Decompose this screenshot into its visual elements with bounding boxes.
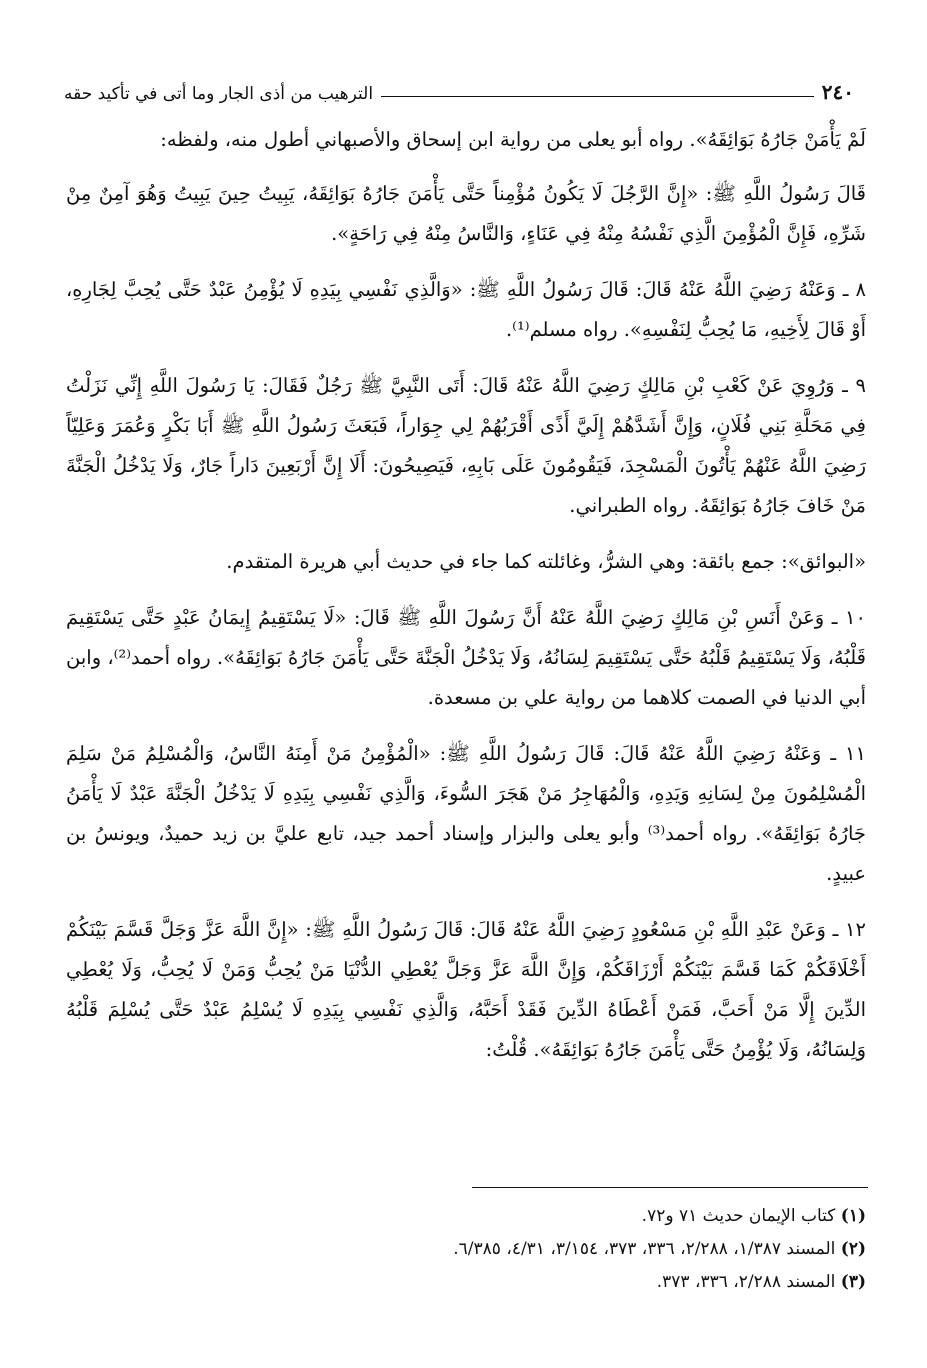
footnote-text: كتاب الإيمان حديث ٧١ و٧٢.	[641, 1206, 836, 1226]
paragraph-hadith-quote: قَالَ رَسُولُ اللَّهِ ﷺ: «إِنَّ الرَّجُلَ لَا يَكُونُ مُؤْمِناً حَتَّى يَأْمَنَ جَارُهُ بَوَائِقَهُ، يَبِيتُ حِينَ يَبِيتُ وَهُوَ آمِنٌ مِنْ شَرِّهِ، فَإِنَّ الْمُؤْمِنَ الَّذِي نَفْسُهُ مِنْهُ فِي عَنَاءٍ، وَالنَّاسُ مِنْهُ فِي رَاحَةٍ».	[66, 182, 866, 245]
paragraph-gloss-bawaiq: «البوائق»: جمع بائقة: وهي الشرُّ، وغائلته كما جاء في حديث أبي هريرة المتقدم.	[226, 550, 866, 573]
paragraph-hadith-11: ١١ ـ وَعَنْهُ رَضِيَ اللَّهُ عَنْهُ قَالَ: قَالَ رَسُولُ اللَّهِ ﷺ: «الْمُؤْمِنُ مَنْ أَمِنَهُ النَّاسُ، وَالْمُسْلِمُ مَنْ سَلِمَ الْمُسْلِمُونَ مِنْ لِسَانِهِ وَيَدِهِ، وَالْمُهَاجِرُ مَنْ هَجَرَ السُّوءَ، وَالَّذِي نَفْسِي بِيَدِهِ لَا يَدْخُلُ الْجَنَّةَ عَبْدٌ لَا يَأْمَنُ جَارُهُ بَوَائِقَهُ». رواه أحمد⁽³⁾ وأبو يعلى والبزار وإسناد أحمد جيد، تابع عليَّ بن زيد حميدٌ، ويونسُ بن عبيدٍ.	[66, 742, 866, 885]
running-header	[64, 74, 854, 104]
paragraph-hadith-12: ١٢ ـ وَعَنْ عَبْدِ اللَّهِ بْنِ مَسْعُودٍ رَضِيَ اللَّهُ عَنْهُ قَالَ: قَالَ رَسُولُ اللَّهِ ﷺ: «إِنَّ اللَّهَ عَزَّ وَجَلَّ قَسَّمَ بَيْنَكُمْ أَخْلَاقَكُمْ كَمَا قَسَّمَ بَيْنَكُمْ أَرْزَاقَكُمْ، وَإِنَّ اللَّهَ عَزَّ وَجَلَّ يُعْطِي الدُّنْيَا مَنْ يُحِبُّ وَمَنْ لَا يُحِبُّ، وَلَا يُعْطِي الدِّينَ إِلَّا مَنْ أَحَبَّ، فَمَنْ أَعْطَاهُ الدِّينَ فَقَدْ أَحَبَّهُ، وَالَّذِي نَفْسِي بِيَدِهِ لَا يُسْلِمُ عَبْدٌ حَتَّى يُسْلِمَ قَلْبُهُ وَلِسَانُهُ، وَلَا يُؤْمِنُ حَتَّى يَأْمَنَ جَارُهُ بَوَائِقَهُ». قُلْتُ:	[66, 918, 866, 1061]
page-number: ٢٤٠	[821, 80, 854, 104]
main-text	[66, 120, 866, 1086]
footnote-number: (٣)	[840, 1272, 866, 1292]
footnote-text: المسند ١/٣٨٧، ٢/٢٨٨، ٣٣٦، ٣٧٣، ٣/١٥٤، ٤/٣١، ٦/٣٨٥.	[453, 1239, 836, 1259]
footnote	[66, 1200, 866, 1233]
paragraph-hadith-8: ٨ ـ وَعَنْهُ رَضِيَ اللَّهُ عَنْهُ قَالَ: قَالَ رَسُولُ اللَّهِ ﷺ: «وَالَّذِي نَفْسِي بِيَدِهِ لَا يُؤْمِنُ عَبْدٌ حَتَّى يُحِبَّ لِجَارِهِ، أَوْ قَالَ لِأَخِيهِ، مَا يُحِبُّ لِنَفْسِهِ». رواه مسلم⁽¹⁾.	[66, 278, 866, 341]
footnotes	[66, 1200, 866, 1299]
paragraph-hadith-10: ١٠ ـ وَعَنْ أَنَسِ بْنِ مَالِكٍ رَضِيَ اللَّهُ عَنْهُ أَنَّ رَسُولَ اللَّهِ ﷺ قَالَ: «لَا يَسْتَقِيمُ إِيمَانُ عَبْدٍ حَتَّى يَسْتَقِيمَ قَلْبُهُ، وَلَا يَسْتَقِيمُ قَلْبُهُ حَتَّى يَسْتَقِيمَ لِسَانُهُ، وَلَا يَدْخُلُ الْجَنَّةَ حَتَّى يَأْمَنَ جَارُهُ بَوَائِقَهُ». رواه أحمد⁽²⁾، وابن أبي الدنيا في الصمت كلاهما من رواية علي بن مسعدة.	[66, 606, 867, 709]
footnote-divider	[472, 1187, 868, 1188]
footnote	[66, 1266, 866, 1299]
paragraph-continuation: لَمْ يَأْمَنْ جَارُهُ بَوَائِقَهُ». رواه أبو يعلى من رواية ابن إسحاق والأصبهاني أطول منه، ولفظه:	[160, 128, 866, 151]
footnote	[66, 1233, 866, 1266]
footnote-number: (٢)	[840, 1239, 866, 1259]
paragraph-hadith-9: ٩ ـ وَرُوِيَ عَنْ كَعْبِ بْنِ مَالِكٍ رَضِيَ اللَّهُ عَنْهُ قَالَ: أَتَى النَّبِيَّ ﷺ رَجُلٌ فَقَالَ: يَا رَسُولَ اللَّهِ إِنِّي نَزَلْتُ فِي مَحَلَّةِ بَنِي فُلَانٍ، وَإِنَّ أَشَدَّهُمْ إِلَيَّ أَذًى أَقْرَبُهُمْ لِي جِوَاراً، فَبَعَثَ رَسُولُ اللَّهِ ﷺ أَبَا بَكْرٍ وَعُمَرَ وَعَلِيّاً رَضِيَ اللَّهُ عَنْهُمْ يَأْتُونَ الْمَسْجِدَ، فَيَقُومُونَ عَلَى بَابِهِ، فَيَصِيحُونَ: أَلَا إِنَّ أَرْبَعِينَ دَاراً جَارٌ، وَلَا يَدْخُلُ الْجَنَّةَ مَنْ خَافَ جَارُهُ بَوَائِقَهُ. رواه الطبراني.	[66, 374, 866, 517]
footnote-number: (١)	[840, 1206, 866, 1226]
running-title: الترهيب من أذى الجار وما أتى في تأكيد حقه	[64, 84, 374, 104]
header-rule	[381, 96, 814, 97]
footnote-text: المسند ٢/٢٨٨، ٣٣٦، ٣٧٣.	[656, 1272, 836, 1292]
